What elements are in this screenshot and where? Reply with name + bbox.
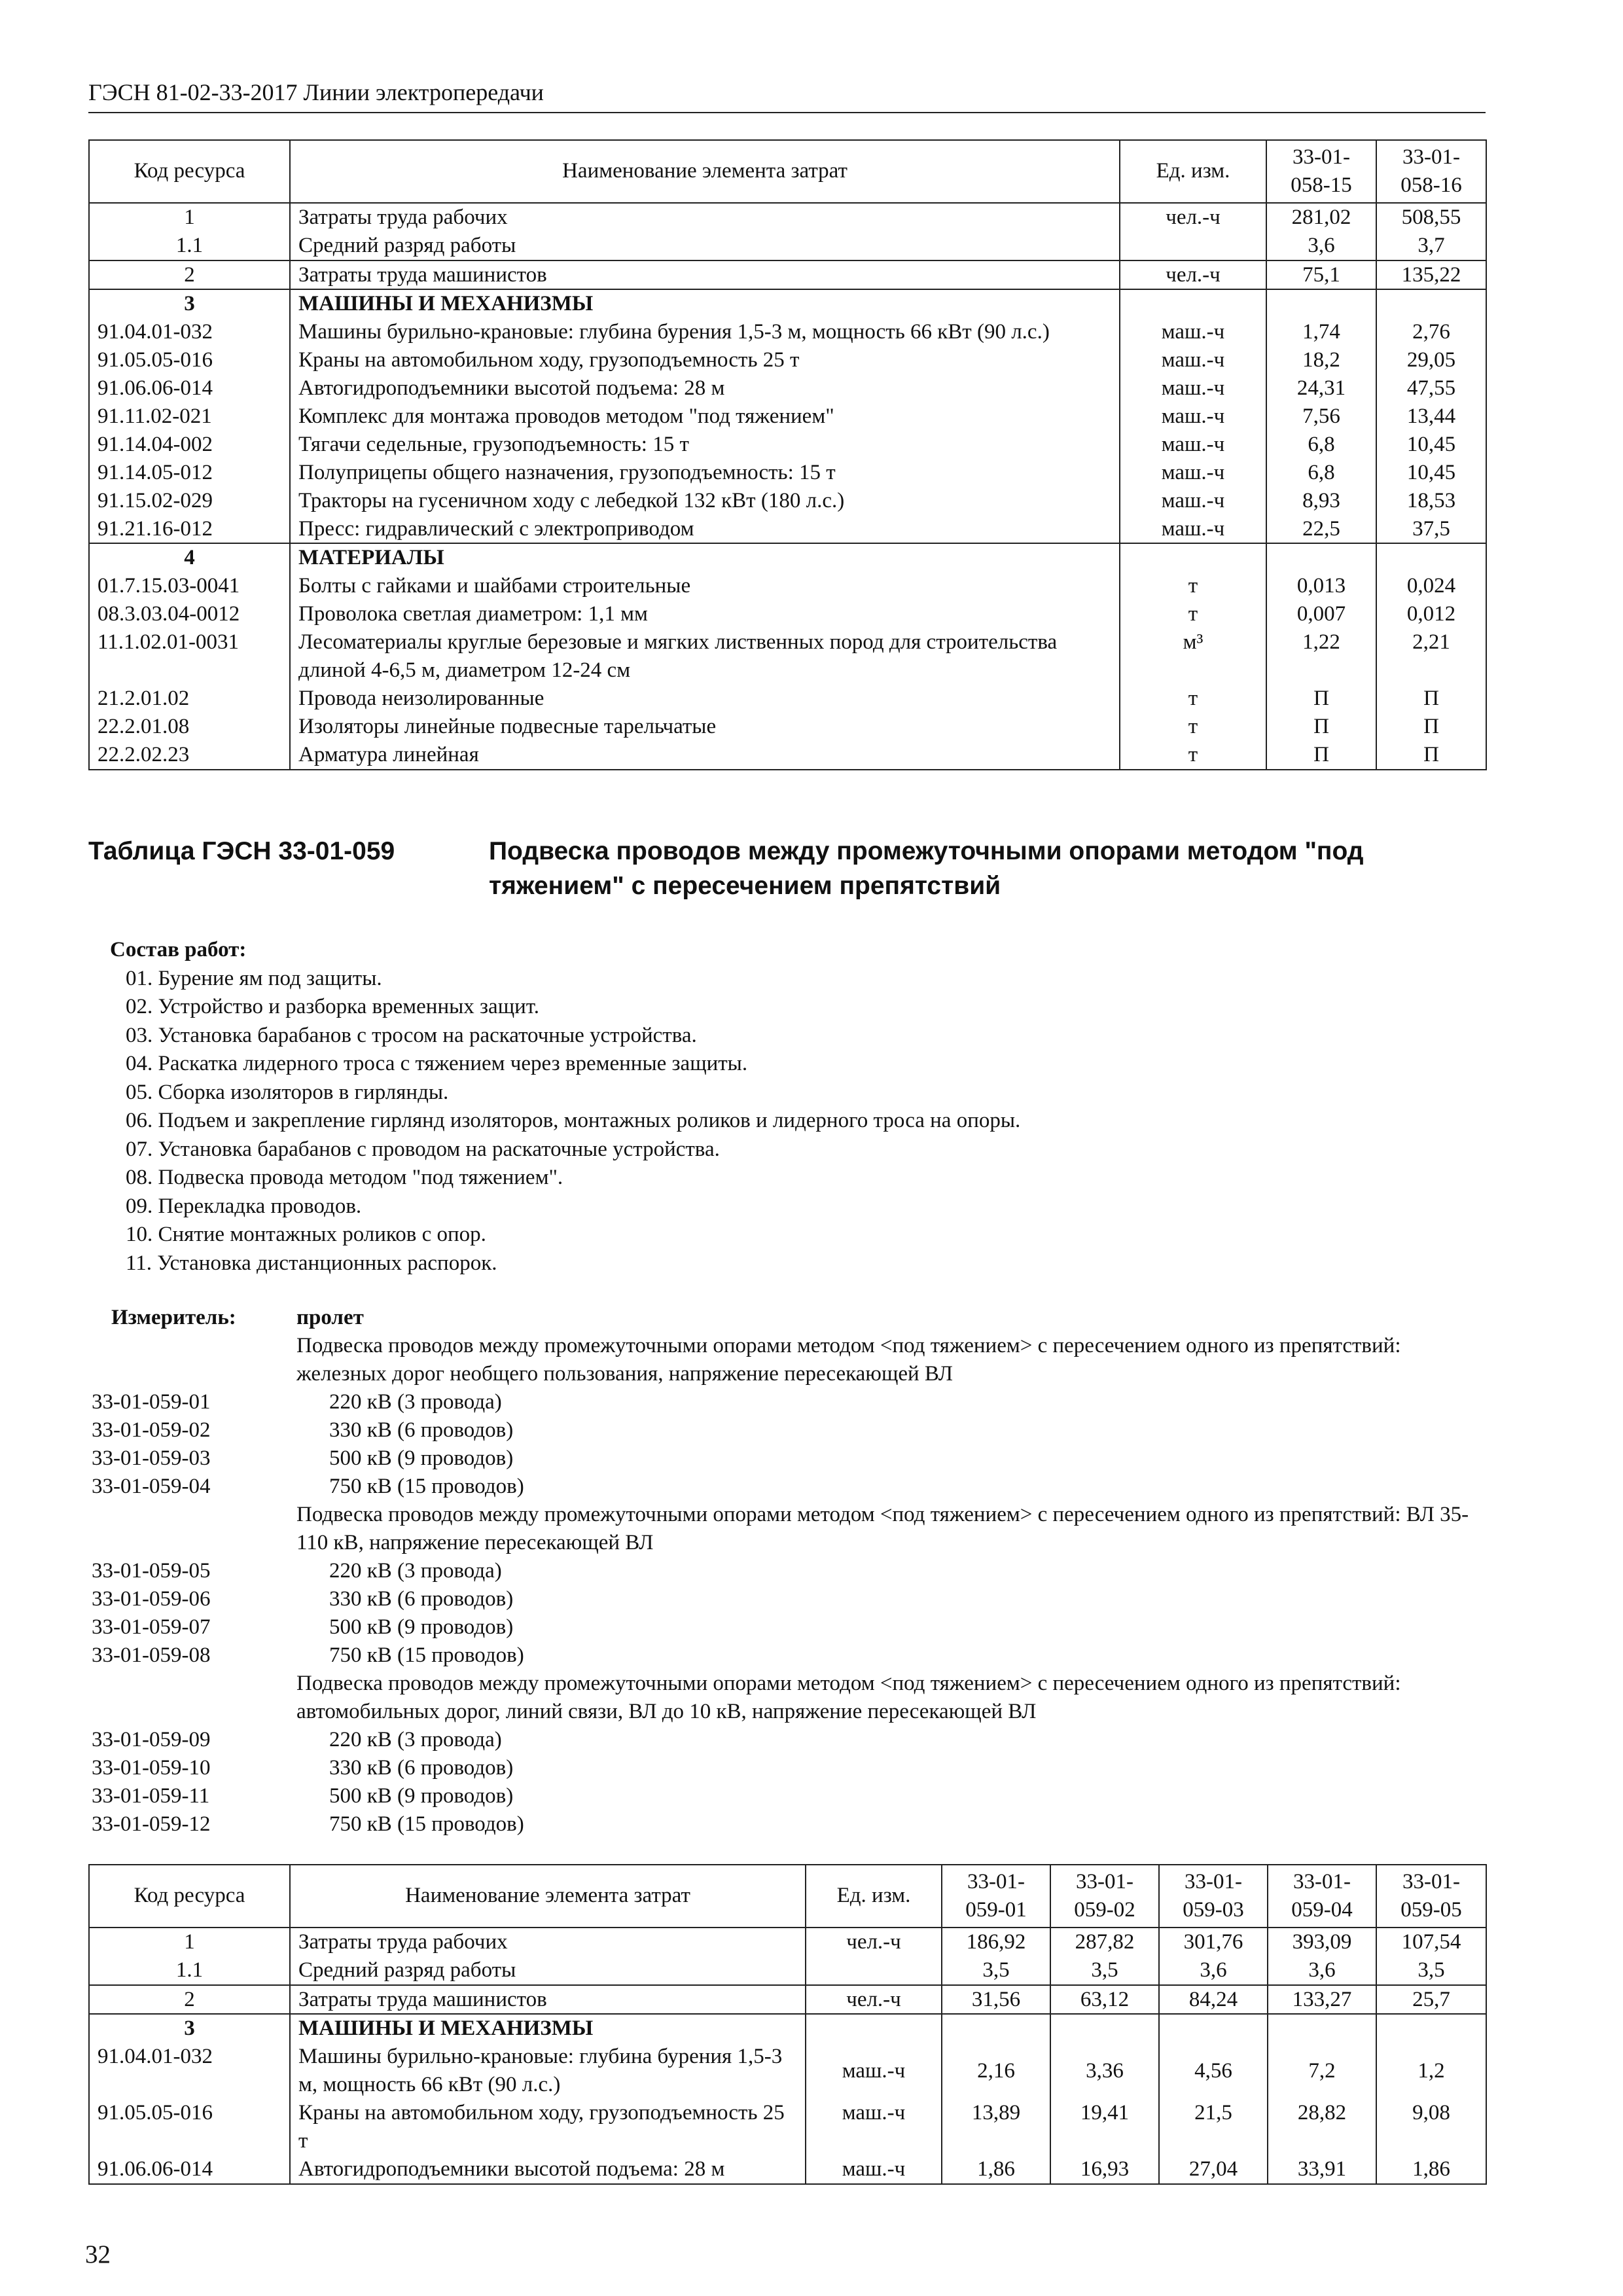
resource-row — [89, 232, 1486, 260]
resource-name: Лесоматериалы круглые березовые и мягких лиственных пород для строительства длиной 4-6,5 м, диаметром 12-24 см — [290, 628, 1120, 685]
resource-name: Тракторы на гусеничном ходу с лебедкой 132 кВт (180 л.с.) — [290, 487, 1120, 515]
norm-code: 33-01-059-06 — [92, 1587, 211, 1611]
resource-value — [942, 2014, 1050, 2043]
resource-code: 91.06.06-014 — [89, 374, 290, 403]
section-heading-row — [89, 2014, 1486, 2043]
resource-value: 29,05 — [1376, 346, 1486, 374]
resource-unit: чел.-ч — [806, 1928, 942, 1956]
resource-value: 1,74 — [1266, 318, 1376, 346]
meter-unit: пролет — [296, 1306, 364, 1329]
resource-unit: чел.-ч — [1120, 260, 1266, 290]
resource-value: 393,09 — [1268, 1928, 1376, 1956]
resource-unit: маш.-ч — [1120, 346, 1266, 374]
resource-value: 21,5 — [1159, 2099, 1268, 2155]
norm-description: 330 кВ (6 проводов) — [329, 1756, 514, 1780]
meter-item-row — [88, 1641, 1486, 1670]
norm-code: 33-01-059-04 — [92, 1475, 211, 1498]
resource-value: 3,5 — [942, 1956, 1050, 1985]
resource-name: Пресс: гидравлический с электроприводом — [290, 515, 1120, 544]
resource-value: 135,22 — [1376, 260, 1486, 290]
resource-value: 1,86 — [942, 2155, 1050, 2184]
resource-value: 84,24 — [1159, 1985, 1268, 2015]
resource-row — [89, 600, 1486, 628]
resource-value: 22,5 — [1266, 515, 1376, 544]
resource-value: 18,2 — [1266, 346, 1376, 374]
resource-name: Краны на автомобильном ходу, грузоподъемность 25 т — [290, 346, 1120, 374]
norm-code: 33-01-059-01 — [92, 1390, 211, 1414]
meter-item-row — [88, 1416, 1486, 1444]
work-step: 11. Установка дистанционных распорок. — [126, 1251, 497, 1275]
meter-group-description: Подвеска проводов между промежуточными опорами методом <под тяжением> с пересечением одного из препятствий: автомобильных дорог, линий связи, ВЛ до 10 кВ, напряжение пересекающей ВЛ — [296, 1672, 1401, 1723]
resource-unit: маш.-ч — [1120, 487, 1266, 515]
resource-code: 4 — [89, 543, 290, 572]
resource-value: 3,7 — [1376, 232, 1486, 260]
resource-value: 27,04 — [1159, 2155, 1268, 2184]
norm-code: 33-01-059-09 — [92, 1728, 211, 1751]
resource-value: 0,007 — [1266, 600, 1376, 628]
resource-unit: маш.-ч — [806, 2155, 942, 2184]
resource-name: МАШИНЫ И МЕХАНИЗМЫ — [290, 2014, 806, 2043]
resource-unit: маш.-ч — [806, 2043, 942, 2099]
col-header-059-04: 33-01- 059-04 — [1268, 1865, 1376, 1928]
resource-value: 8,93 — [1266, 487, 1376, 515]
resource-unit: т — [1120, 741, 1266, 770]
norm-description: 220 кВ (3 провода) — [329, 1728, 502, 1751]
resource-value: 13,89 — [942, 2099, 1050, 2155]
col-header-058-15: 33-01- 058-15 — [1266, 140, 1376, 203]
resource-value: 1,22 — [1266, 628, 1376, 685]
resource-value — [1376, 2014, 1486, 2043]
meter-item-row — [88, 1782, 1486, 1810]
resource-name: Полуприцепы общего назначения, грузоподъемность: 15 т — [290, 459, 1120, 487]
resource-value: 6,8 — [1266, 459, 1376, 487]
resource-value: 13,44 — [1376, 403, 1486, 431]
norm-code: 33-01-059-11 — [92, 1784, 210, 1808]
resource-value: 18,53 — [1376, 487, 1486, 515]
resource-value: 24,31 — [1266, 374, 1376, 403]
resource-row — [89, 487, 1486, 515]
resource-code: 91.11.02-021 — [89, 403, 290, 431]
resource-value: 301,76 — [1159, 1928, 1268, 1956]
col-header-059-05: 33-01- 059-05 — [1376, 1865, 1486, 1928]
resource-code: 1 — [89, 203, 290, 232]
resource-value: 47,55 — [1376, 374, 1486, 403]
resource-name: Средний разряд работы — [290, 1956, 806, 1985]
resource-value: 3,5 — [1376, 1956, 1486, 1985]
resource-value: 0,012 — [1376, 600, 1486, 628]
col-header-name: Наименование элемента затрат — [290, 1865, 806, 1928]
resource-value: П — [1376, 741, 1486, 770]
norm-code: 33-01-059-10 — [92, 1756, 211, 1780]
resource-unit: маш.-ч — [1120, 459, 1266, 487]
resource-value: 133,27 — [1268, 1985, 1376, 2015]
resource-value: 7,2 — [1268, 2043, 1376, 2099]
resource-unit: т — [1120, 685, 1266, 713]
resource-value: П — [1266, 741, 1376, 770]
norm-description: 220 кВ (3 провода) — [329, 1559, 502, 1583]
resource-row — [89, 685, 1486, 713]
resource-unit — [1120, 289, 1266, 318]
resource-value: 16,93 — [1050, 2155, 1159, 2184]
resource-name: Автогидроподъемники высотой подъема: 28 м — [290, 2155, 806, 2184]
resource-unit: чел.-ч — [1120, 203, 1266, 232]
table-number: Таблица ГЭСН 33-01-059 — [88, 837, 395, 865]
resource-value: 0,024 — [1376, 572, 1486, 600]
resource-value: 3,6 — [1159, 1956, 1268, 1985]
section-heading-row — [89, 289, 1486, 318]
norm-description: 330 кВ (6 проводов) — [329, 1418, 514, 1442]
resource-name: Затраты труда рабочих — [290, 1928, 806, 1956]
resource-row — [89, 1956, 1486, 1985]
resource-code: 08.3.03.04-0012 — [89, 600, 290, 628]
resource-row — [89, 318, 1486, 346]
resource-unit: чел.-ч — [806, 1985, 942, 2015]
resource-row — [89, 741, 1486, 770]
resource-code: 91.14.05-012 — [89, 459, 290, 487]
col-header-unit: Ед. изм. — [1120, 140, 1266, 203]
resource-row — [89, 713, 1486, 741]
col-header-059-01: 33-01- 059-01 — [942, 1865, 1050, 1928]
work-step: 01. Бурение ям под защиты. — [126, 966, 382, 990]
resource-code: 21.2.01.02 — [89, 685, 290, 713]
resource-unit — [1120, 232, 1266, 260]
resource-row — [89, 515, 1486, 544]
resource-value — [1268, 2014, 1376, 2043]
resource-value: 9,08 — [1376, 2099, 1486, 2155]
resource-name: Тягачи седельные, грузоподъемность: 15 т — [290, 431, 1120, 459]
work-step: 06. Подъем и закрепление гирлянд изоляторов, монтажных роликов и лидерного троса на опоры. — [126, 1109, 1021, 1132]
work-composition — [110, 936, 1452, 1278]
resource-value: 3,36 — [1050, 2043, 1159, 2099]
resource-unit — [1120, 543, 1266, 572]
table-title: Подвеска проводов между промежуточными опорами методом "под тяжением" с пересечением препятствий — [489, 837, 1364, 900]
meter-item-row — [88, 1388, 1486, 1416]
section-heading-row — [89, 543, 1486, 572]
resource-value — [1050, 2014, 1159, 2043]
resource-name: Машины бурильно-крановые: глубина бурения 1,5-3 м, мощность 66 кВт (90 л.с.) — [290, 318, 1120, 346]
resource-unit — [806, 2014, 942, 2043]
norm-code: 33-01-059-03 — [92, 1446, 211, 1470]
resource-row — [89, 459, 1486, 487]
resource-value — [1376, 543, 1486, 572]
resource-name: Комплекс для монтажа проводов методом "под тяжением" — [290, 403, 1120, 431]
resource-code: 91.05.05-016 — [89, 2099, 290, 2155]
resource-value: П — [1266, 685, 1376, 713]
resource-value — [1159, 2014, 1268, 2043]
col-header-059-02: 33-01- 059-02 — [1050, 1865, 1159, 1928]
meter-label: Измеритель: — [111, 1306, 236, 1329]
resource-value: 25,7 — [1376, 1985, 1486, 2015]
norm-description: 500 кВ (9 проводов) — [329, 1784, 514, 1808]
resource-value: 287,82 — [1050, 1928, 1159, 1956]
resource-name: Машины бурильно-крановые: глубина бурения 1,5-3 м, мощность 66 кВт (90 л.с.) — [290, 2043, 806, 2099]
col-header-name: Наименование элемента затрат — [290, 140, 1120, 203]
resource-value — [1266, 289, 1376, 318]
resource-code: 91.05.05-016 — [89, 346, 290, 374]
meter-item-row — [88, 1810, 1486, 1839]
work-step: 04. Раскатка лидерного троса с тяжением через временные защиты. — [126, 1052, 748, 1075]
resource-table-058 — [88, 139, 1487, 770]
resource-value: П — [1376, 713, 1486, 741]
norm-description: 220 кВ (3 провода) — [329, 1390, 502, 1414]
resource-value: 3,5 — [1050, 1956, 1159, 1985]
page-number: 32 — [85, 2240, 111, 2269]
resource-name: Затраты труда машинистов — [290, 1985, 806, 2015]
resource-code: 3 — [89, 2014, 290, 2043]
work-step: 03. Установка барабанов с тросом на раскаточные устройства. — [126, 1023, 697, 1047]
meter-item-row — [88, 1473, 1486, 1501]
resource-value: 10,45 — [1376, 459, 1486, 487]
meter-section — [88, 1304, 1486, 1839]
resource-value: 2,21 — [1376, 628, 1486, 685]
resource-row — [89, 572, 1486, 600]
resource-unit: т — [1120, 572, 1266, 600]
resource-value: 28,82 — [1268, 2099, 1376, 2155]
resource-value: 186,92 — [942, 1928, 1050, 1956]
meter-item-row — [88, 1557, 1486, 1585]
resource-value: 37,5 — [1376, 515, 1486, 544]
resource-value: 31,56 — [942, 1985, 1050, 2015]
resource-table-059 — [88, 1864, 1487, 2185]
resource-value: 33,91 — [1268, 2155, 1376, 2184]
resource-row — [89, 374, 1486, 403]
norm-code: 33-01-059-12 — [92, 1812, 211, 1836]
resource-name: Краны на автомобильном ходу, грузоподъемность 25 т — [290, 2099, 806, 2155]
resource-unit: маш.-ч — [1120, 431, 1266, 459]
resource-code: 91.15.02-029 — [89, 487, 290, 515]
norm-description: 750 кВ (15 проводов) — [329, 1812, 524, 1836]
resource-value: 4,56 — [1159, 2043, 1268, 2099]
resource-unit: маш.-ч — [1120, 515, 1266, 544]
resource-value: 0,013 — [1266, 572, 1376, 600]
norm-code: 33-01-059-02 — [92, 1418, 211, 1442]
resource-row — [89, 403, 1486, 431]
resource-unit: м³ — [1120, 628, 1266, 685]
meter-item-row — [88, 1754, 1486, 1782]
resource-row — [89, 203, 1486, 232]
meter-item-row — [88, 1444, 1486, 1473]
resource-name: Средний разряд работы — [290, 232, 1120, 260]
meter-item-row — [88, 1726, 1486, 1754]
resource-name: МАШИНЫ И МЕХАНИЗМЫ — [290, 289, 1120, 318]
resource-value: 2,16 — [942, 2043, 1050, 2099]
resource-code: 22.2.02.23 — [89, 741, 290, 770]
resource-name: Затраты труда рабочих — [290, 203, 1120, 232]
resource-row — [89, 346, 1486, 374]
resource-value: 7,56 — [1266, 403, 1376, 431]
col-header-code: Код ресурса — [89, 1865, 290, 1928]
resource-name: Провода неизолированные — [290, 685, 1120, 713]
resource-row — [89, 2155, 1486, 2184]
resource-code: 91.04.01-032 — [89, 2043, 290, 2099]
meter-item-row — [88, 1613, 1486, 1641]
resource-unit: маш.-ч — [1120, 403, 1266, 431]
col-header-058-16: 33-01- 058-16 — [1376, 140, 1486, 203]
work-step: 08. Подвеска провода методом "под тяжением". — [126, 1166, 563, 1189]
resource-unit: маш.-ч — [806, 2099, 942, 2155]
resource-row — [89, 1928, 1486, 1956]
resource-value — [1266, 543, 1376, 572]
resource-row — [89, 260, 1486, 290]
resource-name: Арматура линейная — [290, 741, 1120, 770]
resource-row — [89, 628, 1486, 685]
work-step: 02. Устройство и разборка временных защит. — [126, 995, 539, 1018]
resource-code: 1.1 — [89, 232, 290, 260]
resource-code: 91.04.01-032 — [89, 318, 290, 346]
resource-name: Болты с гайками и шайбами строительные — [290, 572, 1120, 600]
resource-value: 6,8 — [1266, 431, 1376, 459]
resource-code: 2 — [89, 1985, 290, 2015]
resource-name: Изоляторы линейные подвесные тарельчатые — [290, 713, 1120, 741]
meter-group-description: Подвеска проводов между промежуточными опорами методом <под тяжением> с пересечением одного из препятствий: ВЛ 35-110 кВ, напряжение пересекающей ВЛ — [296, 1503, 1469, 1554]
resource-value: 3,6 — [1266, 232, 1376, 260]
resource-code: 11.1.02.01-0031 — [89, 628, 290, 685]
resource-code: 2 — [89, 260, 290, 290]
resource-unit — [806, 1956, 942, 1985]
resource-row — [89, 2043, 1486, 2099]
resource-code: 22.2.01.08 — [89, 713, 290, 741]
norm-description: 750 кВ (15 проводов) — [329, 1643, 524, 1667]
norm-description: 330 кВ (6 проводов) — [329, 1587, 514, 1611]
resource-code: 91.06.06-014 — [89, 2155, 290, 2184]
resource-value: 1,2 — [1376, 2043, 1486, 2099]
resource-row — [89, 1985, 1486, 2015]
norm-description: 750 кВ (15 проводов) — [329, 1475, 524, 1498]
resource-value: 3,6 — [1268, 1956, 1376, 1985]
resource-value: П — [1376, 685, 1486, 713]
resource-name: Проволока светлая диаметром: 1,1 мм — [290, 600, 1120, 628]
resource-code: 3 — [89, 289, 290, 318]
col-header-unit: Ед. изм. — [806, 1865, 942, 1928]
running-header: ГЭСН 81-02-33-2017 Линии электропередачи — [88, 77, 1486, 113]
resource-name: Автогидроподъемники высотой подъема: 28 м — [290, 374, 1120, 403]
norm-code: 33-01-059-07 — [92, 1615, 211, 1639]
resource-unit: маш.-ч — [1120, 318, 1266, 346]
work-step: 09. Перекладка проводов. — [126, 1194, 362, 1218]
resource-row — [89, 431, 1486, 459]
work-steps-list — [110, 965, 1452, 1278]
resource-value: 281,02 — [1266, 203, 1376, 232]
resource-code: 91.21.16-012 — [89, 515, 290, 544]
resource-value: 75,1 — [1266, 260, 1376, 290]
meter-item-row — [88, 1585, 1486, 1613]
col-header-code: Код ресурса — [89, 140, 290, 203]
resource-value: 508,55 — [1376, 203, 1486, 232]
resource-code: 1 — [89, 1928, 290, 1956]
resource-unit: т — [1120, 600, 1266, 628]
resource-value: 2,76 — [1376, 318, 1486, 346]
meter-group-description: Подвеска проводов между промежуточными опорами методом <под тяжением> с пересечением одного из препятствий: железных дорог необщего пользования, напряжение пересекающей ВЛ — [296, 1334, 1401, 1386]
norm-code: 33-01-059-08 — [92, 1643, 211, 1667]
resource-unit: т — [1120, 713, 1266, 741]
resource-unit: маш.-ч — [1120, 374, 1266, 403]
work-step: 05. Сборка изоляторов в гирлянды. — [126, 1080, 449, 1104]
resource-value: 63,12 — [1050, 1985, 1159, 2015]
resource-value: П — [1266, 713, 1376, 741]
resource-value: 107,54 — [1376, 1928, 1486, 1956]
col-header-059-03: 33-01- 059-03 — [1159, 1865, 1268, 1928]
resource-code: 01.7.15.03-0041 — [89, 572, 290, 600]
work-step: 10. Снятие монтажных роликов с опор. — [126, 1223, 486, 1246]
resource-value: 19,41 — [1050, 2099, 1159, 2155]
resource-value: 1,86 — [1376, 2155, 1486, 2184]
resource-value — [1376, 289, 1486, 318]
work-step: 07. Установка барабанов с проводом на раскаточные устройства. — [126, 1137, 720, 1161]
resource-code: 1.1 — [89, 1956, 290, 1985]
resource-name: МАТЕРИАЛЫ — [290, 543, 1120, 572]
resource-code: 91.14.04-002 — [89, 431, 290, 459]
meter-header-row — [88, 1304, 1486, 1332]
resource-name: Затраты труда машинистов — [290, 260, 1120, 290]
norm-description: 500 кВ (9 проводов) — [329, 1615, 514, 1639]
norm-description: 500 кВ (9 проводов) — [329, 1446, 514, 1470]
resource-row — [89, 2099, 1486, 2155]
norm-code: 33-01-059-05 — [92, 1559, 211, 1583]
resource-value: 10,45 — [1376, 431, 1486, 459]
work-composition-label: Состав работ: — [110, 938, 247, 961]
